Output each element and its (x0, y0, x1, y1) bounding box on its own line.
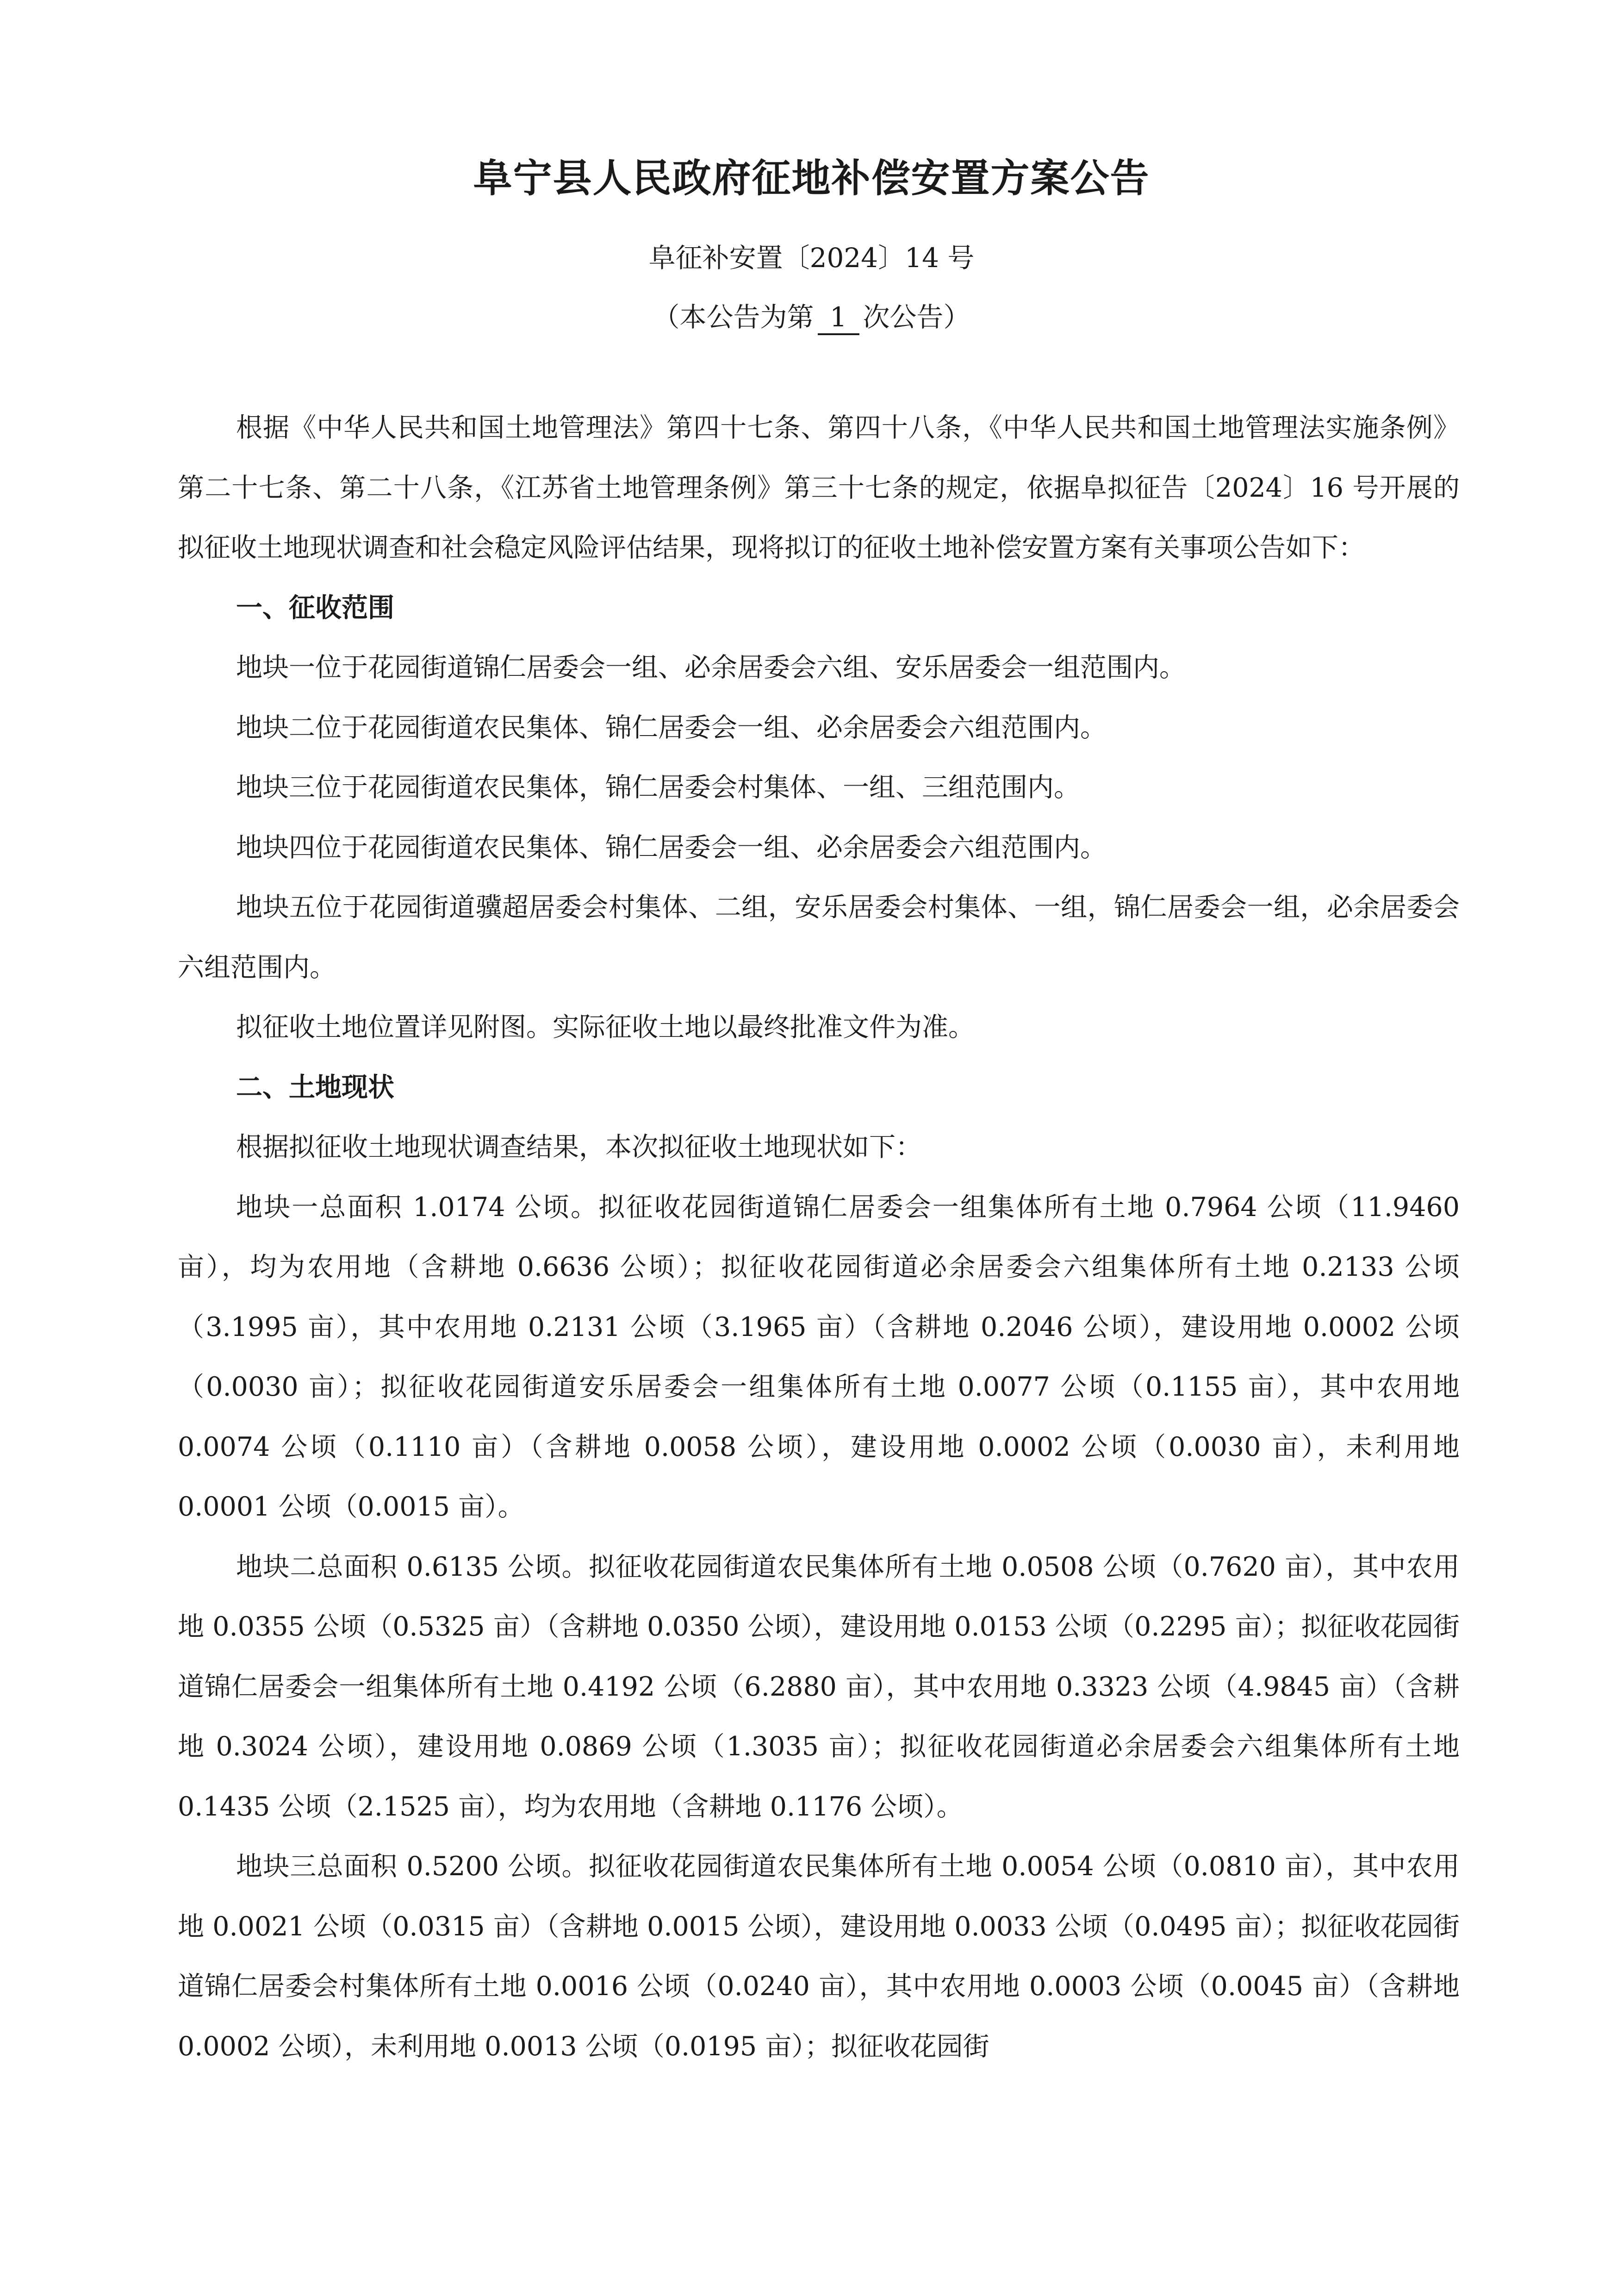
plot-2-status: 地块二总面积 0.6135 公顷。拟征收花园街道农民集体所有土地 0.0508 公顷（0.7620 亩），其中农用地 0.0355 公顷（0.5325 亩）（含耕地 0.0350 公顷），建设用地 0.0153 公顷（0.2295 亩）；拟征收花园街道锦仁居委会一组集体所有土地 0.4192 公顷（6.2880 亩），其中农用地 0.3323 公顷（4.9845 亩）（含耕地 0.3024 公顷），建设用地 0.0869 公顷（1.3035 亩）；拟征收花园街道必余居委会六组集体所有土地 0.1435 公顷（2.1525 亩），均为农用地（含耕地 0.1176 公顷）。 (178, 1551, 1460, 1822)
round-number: 1 (818, 301, 859, 335)
document-number: 阜征补安置〔2024〕14 号 (648, 242, 975, 274)
section-heading-scope: 一、征收范围 (236, 592, 394, 623)
document-body (178, 398, 1460, 2077)
section-heading-land-status: 二、土地现状 (236, 1072, 394, 1103)
land-status-intro: 根据拟征收土地现状调查结果，本次拟征收土地现状如下： (236, 1132, 922, 1162)
plot-4-location: 地块四位于花园街道农民集体、锦仁居委会一组、必余居委会六组范围内。 (236, 832, 1107, 863)
announcement-round (0, 296, 1623, 338)
scope-note: 拟征收土地位置详见附图。实际征收土地以最终批准文件为准。 (236, 1012, 975, 1042)
plot-2-location: 地块二位于花园街道农民集体、锦仁居委会一组、必余居委会六组范围内。 (236, 712, 1107, 743)
plot-3-location: 地块三位于花园街道农民集体，锦仁居委会村集体、一组、三组范围内。 (236, 772, 1080, 803)
round-prefix: （本公告为第 (653, 301, 814, 333)
plot-5-location: 地块五位于花园街道骥超居委会村集体、二组，安乐居委会村集体、一组，锦仁居委会一组，必余居委会六组范围内。 (178, 892, 1460, 983)
intro-paragraph: 根据《中华人民共和国土地管理法》第四十七条、第四十八条，《中华人民共和国土地管理法实施条例》第二十七条、第二十八条，《江苏省土地管理条例》第三十七条的规定，依据阜拟征告〔2024〕16 号开展的拟征收土地现状调查和社会稳定风险评估结果，现将拟订的征收土地补偿安置方案有关事项公告如下： (178, 412, 1460, 563)
plot-1-status: 地块一总面积 1.0174 公顷。拟征收花园街道锦仁居委会一组集体所有土地 0.7964 公顷（11.9460 亩），均为农用地（含耕地 0.6636 公顷）；拟征收花园街道必余居委会六组集体所有土地 0.2133 公顷（3.1995 亩），其中农用地 0.2131 公顷（3.1965 亩）（含耕地 0.2046 公顷），建设用地 0.0002 公顷（0.0030 亩）；拟征收花园街道安乐居委会一组集体所有土地 0.0077 公顷（0.1155 亩），其中农用地 0.0074 公顷（0.1110 亩）（含耕地 0.0058 公顷），建设用地 0.0002 公顷（0.0030 亩），未利用地 0.0001 公顷（0.0015 亩）。 (178, 1192, 1460, 1522)
round-suffix: 次公告） (863, 301, 970, 333)
plot-1-location: 地块一位于花园街道锦仁居委会一组、必余居委会六组、安乐居委会一组范围内。 (236, 652, 1186, 683)
page-title: 阜宁县人民政府征地补偿安置方案公告 (473, 156, 1150, 201)
plot-3-status: 地块三总面积 0.5200 公顷。拟征收花园街道农民集体所有土地 0.0054 公顷（0.0810 亩），其中农用地 0.0021 公顷（0.0315 亩）（含耕地 0.0015 公顷），建设用地 0.0033 公顷（0.0495 亩）；拟征收花园街道锦仁居委会村集体所有土地 0.0016 公顷（0.0240 亩），其中农用地 0.0003 公顷（0.0045 亩）（含耕地 0.0002 公顷），未利用地 0.0013 公顷（0.0195 亩）；拟征收花园街 (178, 1851, 1460, 2062)
